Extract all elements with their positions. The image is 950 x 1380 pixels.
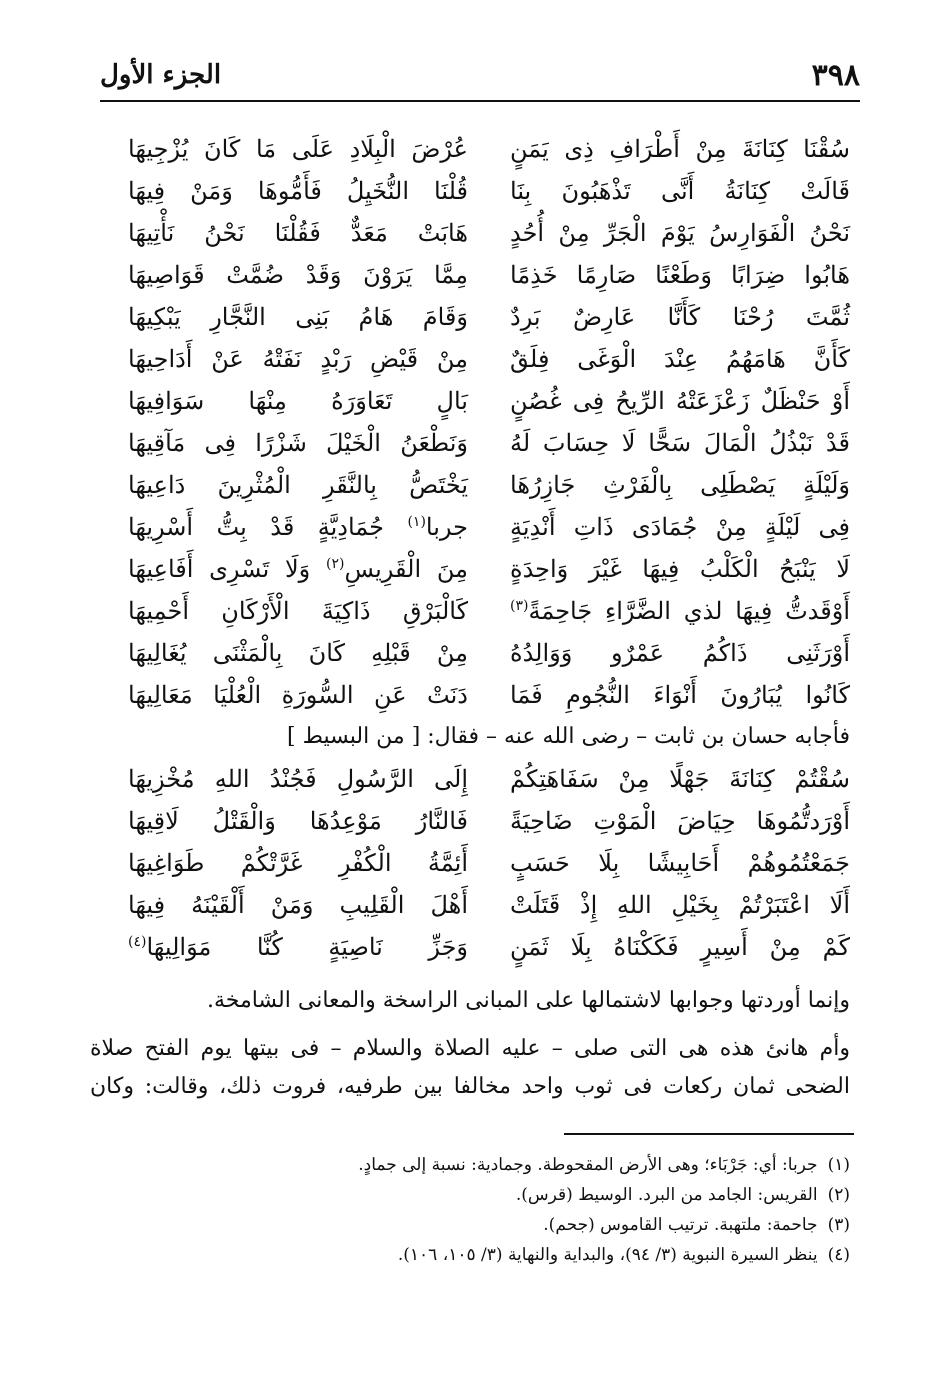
footnote-text: القريس: الجامد من البرد. الوسيط (قرس). xyxy=(515,1185,818,1205)
verse-second-hemistich: وَقَامَ هَامُ بَنِى النَّجَّارِ يَبْكِيهَا xyxy=(128,303,468,331)
footnote-number: (٢) xyxy=(827,1185,850,1205)
verse xyxy=(128,128,850,170)
verse-first-hemistich: ثُمَّتَ رُحْنَا كَأَنَّا عَارِضٌ بَرِدٌ xyxy=(510,303,850,331)
verse-second-hemistich: مِمَّا يَرَوْنَ وَقَدْ ضُمَّتْ قَوَاصِيهَا xyxy=(128,261,468,289)
reply-intro: فأجابه حسان بن ثابت – رضى الله عنه – فقال: [ من البسيط ] xyxy=(287,724,850,749)
verse-second-hemistich: أَهْلَ الْقَلِيبِ وَمَنْ أَلْقَيْنَهُ فِيهَا xyxy=(128,891,468,919)
verse-first-hemistich: كَمْ مِنْ أَسِيرٍ فَكَكْنَاهُ بِلَا ثَمَنٍ xyxy=(510,933,850,961)
verse-first-hemistich: وَلَيْلَةٍ يَصْطَلِى بِالْفَرْثِ جَازِرُهَا xyxy=(510,471,850,499)
verse-second-hemistich: دَنَتْ عَنِ السُّورَةِ الْعُلْيَا مَعَالِيهَا xyxy=(128,681,468,709)
footnote-ref[interactable]: (١) xyxy=(407,514,426,530)
footnotes xyxy=(90,1150,850,1270)
verse-second-hemistich xyxy=(128,506,468,548)
verse xyxy=(128,590,850,632)
footnote-number: (٤) xyxy=(827,1245,850,1265)
hemistich-text: وَلَا تَسْرِى أَفَاعِيهَا xyxy=(128,555,327,583)
verse-second-hemistich: مِنْ قَبْلِهِ كَانَ بِالْمَثْنَى يُغَالِيهَا xyxy=(128,639,468,667)
footnote-number: (٣) xyxy=(827,1215,850,1235)
verse-second-hemistich: هَابَتْ مَعَدٌّ فَقُلْنَا نَحْنُ نَأْتِيهَا xyxy=(128,219,468,247)
verse-second-hemistich: قُلْنَا النُّخَيِلُ فَأَمُّوهَا وَمَنْ فِيهَا xyxy=(128,177,468,205)
verse-first-hemistich: أَوْرَدتُّمُوهَا حِيَاضَ الْمَوْتِ ضَاحِيَةً xyxy=(510,807,850,835)
hemistich-text: جُمَادِيَّةٍ قَدْ بِتُّ أَسْرِيهَا xyxy=(128,513,408,541)
footnote-ref[interactable]: (٢) xyxy=(326,556,345,572)
verse-second-hemistich xyxy=(128,926,468,968)
verse-first-hemistich: أَوْ حَنْظَلٌ زَعْزَعَتْهُ الرِّيحُ فِى غُصُنٍ xyxy=(510,387,850,415)
verse xyxy=(128,170,850,212)
verse xyxy=(128,884,850,926)
footnote-text: جربا: أي: جَرْبَاء؛ وهى الأرض المقحوطة. وجمادية: نسبة إلى جمادٍ. xyxy=(358,1155,818,1175)
verse-second-hemistich: مِنْ قَيْضِ رَبْدٍ نَفَتْهُ عَنْ أَدَاحِيهَا xyxy=(128,345,468,373)
footnote xyxy=(90,1240,850,1270)
verse xyxy=(128,926,850,968)
hemistich-text: وَجَزِّ نَاصِيَةٍ كُنَّا مَوَالِيهَا xyxy=(146,933,468,961)
verse xyxy=(128,674,850,716)
running-title: الجزء الأول xyxy=(100,60,222,90)
footnote-text: ينظر السيرة النبوية (٣/ ٩٤)، والبداية والنهاية (٣/ ١٠٥، ١٠٦). xyxy=(397,1245,818,1265)
verse-second-hemistich: أَئِمَّةُ الْكُفْرِ غَرَّتْكُمْ طَوَاغِيهَا xyxy=(128,849,468,877)
hemistich-text: أَوْقَدتُّ فِيهَا لذي الضَّرَّاءِ جَاحِمَةً xyxy=(528,597,850,625)
verse-first-hemistich: سُقْتُمْ كِنَانَةَ جَهْلًا مِنْ سَفَاهَتِكُمْ xyxy=(510,765,850,793)
footnote xyxy=(90,1180,850,1210)
verse-second-hemistich: كَالْبَرْقِ ذَاكِيَةَ الْأَرْكَانِ أَحْمِيهَا xyxy=(128,597,468,625)
verse xyxy=(128,842,850,884)
verse-first-hemistich: كَأَنَّ هَامَهُمُ عِنْدَ الْوَغَى فِلَقٌ xyxy=(510,345,850,373)
verse-first-hemistich: أَوْرَثَنِى ذَاكُمُ عَمْرٌو وَوَالِدُهُ xyxy=(510,639,850,667)
verse-second-hemistich xyxy=(128,548,468,590)
verse xyxy=(128,548,850,590)
body-paragraph xyxy=(90,1030,850,1106)
page-number: ٣٩٨ xyxy=(811,58,860,93)
verse-second-hemistich: يَخْتَصُّ بِالنَّقَرِ الْمُثْرِينَ دَاعِيهَا xyxy=(128,471,468,499)
verse-first-hemistich: هَابُوا ضِرَابًا وَطَعْنًا صَارِمًا خَذِمًا xyxy=(510,261,850,289)
verse xyxy=(128,758,850,800)
verse-second-hemistich: عُرْضَ الْبِلَادِ عَلَى مَا كَانَ يُزْجِيهَا xyxy=(128,135,468,163)
hemistich-text: جربا xyxy=(425,513,468,541)
footnote-separator xyxy=(564,1133,854,1135)
verse-first-hemistich: فِى لَيْلَةٍ مِنْ جُمَادَى ذَاتِ أَنْدِيَةٍ xyxy=(510,513,850,541)
footnote xyxy=(90,1210,850,1240)
footnote-number: (١) xyxy=(827,1155,850,1175)
verse-second-hemistich: وَنَطْعَنُ الْخَيْلَ شَزْرًا فِى مَآقِيهَا xyxy=(128,429,468,457)
body-paragraph: وإنما أوردتها وجوابها لاشتمالها على المبانى الراسخة والمعانى الشامخة. xyxy=(206,988,850,1013)
verse-first-hemistich: نَحْنُ الْفَوَارِسُ يَوْمَ الْجَرِّ مِنْ أُحُدٍ xyxy=(510,219,850,247)
verse xyxy=(128,506,850,548)
header-rule xyxy=(100,100,860,102)
verse-first-hemistich: جَمَعْتُمُوهُمْ أَحَابِيشًا بِلَا حَسَبٍ xyxy=(510,849,850,877)
verse-second-hemistich: إِلَى الرَّسُولِ فَجُنْدُ اللهِ مُخْزِيهَا xyxy=(128,765,468,793)
verse-second-hemistich: فَالنَّارُ مَوْعِدُهَا وَالْقَتْلُ لَاقِيهَا xyxy=(128,807,468,835)
verse-first-hemistich: لَا يَنْبَحُ الْكَلْبُ فِيهَا غَيْرَ وَاحِدَةٍ xyxy=(510,555,850,583)
verse-first-hemistich: سُقْنَا كِنَانَةَ مِنْ أَطْرَافِ ذِى يَمَنٍ xyxy=(510,135,850,163)
verse xyxy=(128,338,850,380)
verse-first-hemistich: أَلَا اعْتَبَرْتُمْ بِخَيْلِ اللهِ إِذْ قَتَلَتْ xyxy=(510,891,850,919)
verse-first-hemistich: قَدْ نَبْذُلُ الْمَالَ سَحًّا لَا حِسَابَ لَهُ xyxy=(510,429,850,457)
verse xyxy=(128,422,850,464)
verse-first-hemistich xyxy=(510,590,850,632)
verse xyxy=(128,380,850,422)
paragraph-line: الضحى ثمان ركعات فى ثوب واحد مخالفا بين طرفيه، فروت ذلك، وقالت: وكان xyxy=(90,1074,850,1099)
verse-second-hemistich: بَالٍ تَعَاوَرَهُ مِنْهَا سَوَافِيهَا xyxy=(128,387,468,415)
footnote-text: جاحمة: ملتهبة. ترتيب القاموس (جحم). xyxy=(543,1215,818,1235)
verse xyxy=(128,800,850,842)
poem-verses-reply xyxy=(128,758,850,968)
verse xyxy=(128,212,850,254)
paragraph-line: وأم هانئ هذه هى التى صلى – عليه الصلاة والسلام – فى بيتها يوم الفتح صلاة xyxy=(90,1036,850,1061)
footnote-ref[interactable]: (٣) xyxy=(510,598,529,614)
verse xyxy=(128,254,850,296)
verse xyxy=(128,296,850,338)
page-header xyxy=(100,52,860,98)
footnote-ref[interactable]: (٤) xyxy=(128,934,147,950)
verse xyxy=(128,464,850,506)
verse-first-hemistich: قَالَتْ كِنَانَةُ أَنَّى تَذْهَبُونَ بِنَا xyxy=(510,177,850,205)
hemistich-text: مِنَ الْقَرِيسِ xyxy=(344,555,468,583)
footnote xyxy=(90,1150,850,1180)
verse xyxy=(128,632,850,674)
poem-verses xyxy=(128,128,850,716)
verse-first-hemistich: كَانُوا يُبَارُونَ أَنْوَاءَ النُّجُومِ فَمَا xyxy=(510,681,850,709)
